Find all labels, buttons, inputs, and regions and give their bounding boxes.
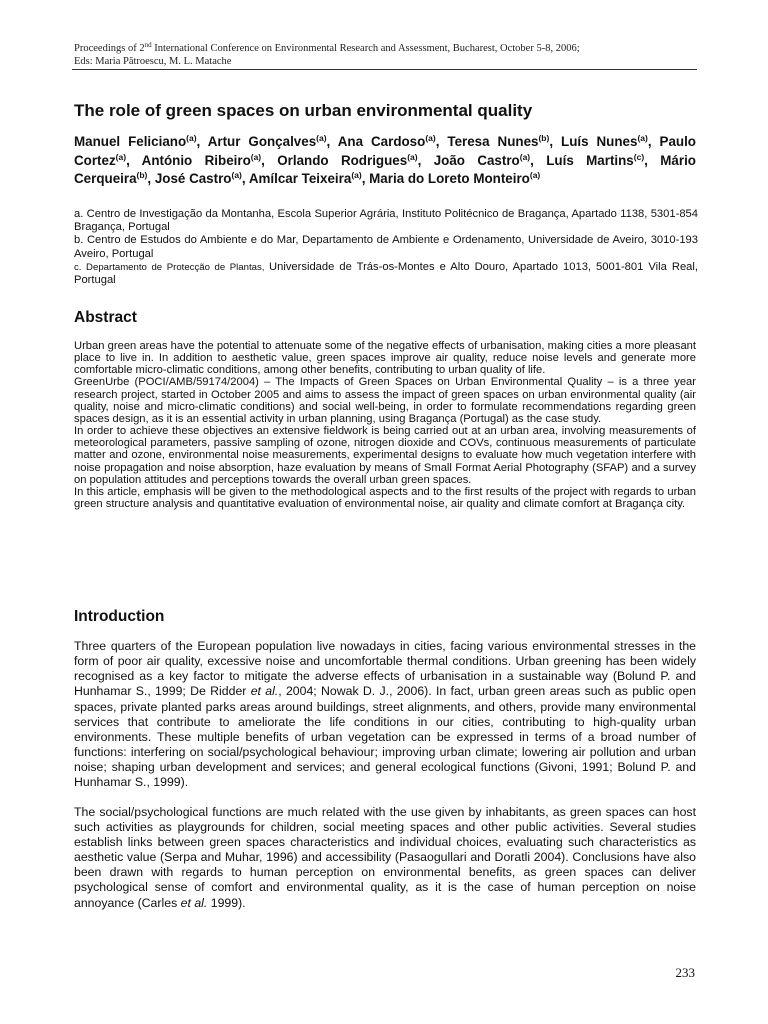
author bbox=[208, 134, 327, 149]
author bbox=[142, 153, 261, 168]
author-name: Manuel Feliciano bbox=[74, 134, 187, 149]
affiliation-b: b. Centro de Estudos do Ambiente e do Mar, Departamento de Ambiente e Ordenamento, Universidade de Aveiro, 3010-193 Aveiro, Portugal bbox=[74, 234, 698, 260]
author-name: Orlando Rodrigues bbox=[277, 152, 408, 168]
author-affiliation-mark: (c) bbox=[633, 151, 645, 162]
intro-p2-text-start: The social/psychological functions are much related with the use given by inhabitants, as green spaces can host such activities as playgrounds for children, social meeting spaces and other public activities. Several studies establish links between green spaces characteristics and individual choices, evaluating such characteristics as aesthetic value (Serpa and Muhar, 1996) and accessibility (Pasaogullari and Doratli 2004). Conclusions have also been drawn with regards to human perception on environmental benefits, as green spaces can deliver psychological sense of comfort and environmental quality, as it is the case of human perception on noise annoyance (Carles bbox=[74, 804, 696, 910]
author-list: Manuel Feliciano$^{(a)}$, Artur Gonçalves$^{(a)}$, Ana Cardoso$^{(a)}$, Teresa Nunes$^{(b)}$, Luís Nunes$^{(a)}$, Paulo Cortez$^{(a)}$, António Ribeiro$^{(a)}$, Orlando Rodrigues$^{(a)}$, João Castro$^{(a)}$, Luís Martins$^{(c)}$, Mário Cerqueira$^{(b)}$, José Castro$^{(a)}$, Amílcar Teixeira$^{(a)}$, Maria do Loreto Monteiro$^{(a)}$ bbox=[74, 133, 696, 186]
author-name: Paulo Cortez bbox=[74, 134, 696, 168]
abstract-body bbox=[74, 340, 696, 510]
author-affiliation-mark: (b) bbox=[538, 133, 550, 143]
author-name: Amílcar Teixeira bbox=[248, 171, 352, 186]
author-affiliation-mark: (a) bbox=[316, 133, 327, 143]
header-line-1 bbox=[74, 42, 696, 55]
author-affiliation-mark: (a) bbox=[637, 133, 648, 143]
author-affiliation-mark: (a) bbox=[407, 151, 418, 162]
author-affiliation-mark: (a) bbox=[529, 170, 541, 180]
introduction-body bbox=[74, 639, 696, 925]
affiliation-c bbox=[74, 261, 698, 287]
header-divider bbox=[72, 69, 697, 70]
author bbox=[447, 134, 549, 149]
introduction-heading: Introduction bbox=[74, 608, 165, 625]
author bbox=[338, 134, 436, 149]
affiliation-list bbox=[74, 208, 698, 287]
author-affiliation-mark: (a) bbox=[115, 151, 127, 162]
affiliation-c-university: Universidade de Trás-os-Montes e Alto Douro, Apartado 1013, 5001-801 Vila Real, Portugal bbox=[74, 260, 698, 287]
header-ordinal-suffix: nd bbox=[144, 41, 152, 49]
author-name: Maria do Loreto Monteiro bbox=[369, 171, 530, 186]
author-name: António Ribeiro bbox=[141, 152, 251, 168]
intro-p2-text-end: 1999). bbox=[207, 895, 246, 910]
author-affiliation-mark: (b) bbox=[136, 170, 148, 180]
author-name: Luís Martins bbox=[546, 152, 634, 168]
author-name: Mário Cerqueira bbox=[74, 152, 696, 186]
author-name: Artur Gonçalves bbox=[207, 134, 317, 149]
abstract-paragraph-3: In order to achieve these objectives an extensive fieldwork is being carried out at an urban area, involving measurements of meteorological parameters, passive sampling of ozone, nitrogen dioxide and COVs, continuous measurements of particulate matter and ozone, environmental noise measurements, experimental designs to evaluate how much vegetation interfere with noise propagation and noise absorption, haze evaluation by means of Small Format Aerial Photography (SFAP) and a survey on population attitudes and perceptions towards the overall urban green spaces. bbox=[74, 425, 696, 486]
author-name: Teresa Nunes bbox=[447, 134, 539, 149]
author bbox=[277, 153, 417, 168]
author bbox=[561, 134, 648, 149]
author bbox=[74, 134, 197, 149]
abstract-paragraph-1: Urban green areas have the potential to attenuate some of the negative effects of urbanisation, making cities a more pleasant place to live in. In addition to aesthetic value, green spaces improve air quality, reduce noise levels and generate more comfortable micro-climatic conditions, among other benefits, contributing to urban quality of life. bbox=[74, 340, 696, 377]
introduction-paragraph-1 bbox=[74, 639, 696, 791]
author-name: José Castro bbox=[154, 171, 232, 186]
author-name: João Castro bbox=[433, 152, 520, 168]
header-line-2: Eds: Maria Pătroescu, M. L. Matache bbox=[74, 56, 232, 67]
author-affiliation-mark: (a) bbox=[425, 133, 436, 143]
author bbox=[249, 171, 362, 186]
abstract-paragraph-2: GreenUrbe (POCI/AMB/59174/2004) – The Impacts of Green Spaces on Urban Environmental Quality – is a three year research project, started in October 2005 and aims to assess the impact of green spaces on urban environmental quality (air quality, noise and micro-climatic conditions) and social well-being, in order to formulate recommendations regarding green spaces design, as it is an essential activity in urban planning, using Bragança (Portugal) as the case study. bbox=[74, 376, 696, 425]
affiliation-c-department: c. Departamento de Protecção de Plantas, bbox=[74, 261, 270, 273]
introduction-paragraph-2 bbox=[74, 805, 696, 911]
author-affiliation-mark: (a) bbox=[250, 151, 262, 162]
author bbox=[155, 171, 242, 186]
author-affiliation-mark: (a) bbox=[186, 133, 197, 143]
author-affiliation-mark: (a) bbox=[351, 170, 362, 180]
header-line-1-end: International Conference on Environmental Research and Assessment, Bucharest, October 5-8, 2006; bbox=[151, 43, 580, 54]
intro-p1-text-start: Three quarters of the European population live nowadays in cities, facing various environmental stresses in the form of poor air quality, excessive noise and uncomfortable thermal conditions. Urban greening has been widely recognised as a key factor to mitigate the adverse effects of urbanisation in a sustainable way (Bolund P. and Hunhamar S., 1999; De Ridder bbox=[74, 639, 696, 699]
intro-p1-text-end: , 2004; Nowak D. J., 2006). In fact, urban green areas such as public open spaces, private planted parks areas around buildings, street alignments, and others, provide many environmental services that contribute to ameliorate the life conditions in our cities, contributing to high-quality urban environments. These multiple benefits of urban vegetation can be expressed in terms of a broad number of functions: interfering on social/psychological behaviour; improving urban climate; lowering air pollution and urban noise; shaping urban development and services; and general ecological functions (Givoni, 1991; Bolund P. and Hunhamar S., 1999). bbox=[74, 684, 696, 790]
author-affiliation-mark: (a) bbox=[519, 151, 531, 162]
author bbox=[434, 153, 530, 168]
intro-p1-et-al: et al. bbox=[250, 684, 279, 699]
author-name: Ana Cardoso bbox=[337, 134, 426, 149]
author bbox=[546, 153, 644, 168]
abstract-heading: Abstract bbox=[74, 309, 137, 326]
proceedings-header bbox=[74, 42, 696, 68]
paper-title: The role of green spaces on urban environmental quality bbox=[74, 101, 533, 120]
header-line-1-start: Proceedings of 2 bbox=[74, 43, 145, 54]
affiliation-a: a. Centro de Investigação da Montanha, Escola Superior Agrária, Instituto Politécnico de Bragança, Apartado 1138, 5301-854 Bragança, Portugal bbox=[74, 208, 698, 234]
author-name: Luís Nunes bbox=[561, 134, 638, 149]
abstract-paragraph-4: In this article, emphasis will be given to the methodological aspects and to the first results of the project with regards to urban green structure analysis and quantitative evaluation of environmental noise, air quality and climate comfort at Bragança city. bbox=[74, 485, 696, 511]
intro-p2-et-al: et al. bbox=[180, 895, 208, 910]
author bbox=[369, 171, 540, 186]
author-affiliation-mark: (a) bbox=[231, 170, 242, 180]
page-number: 233 bbox=[675, 965, 695, 980]
